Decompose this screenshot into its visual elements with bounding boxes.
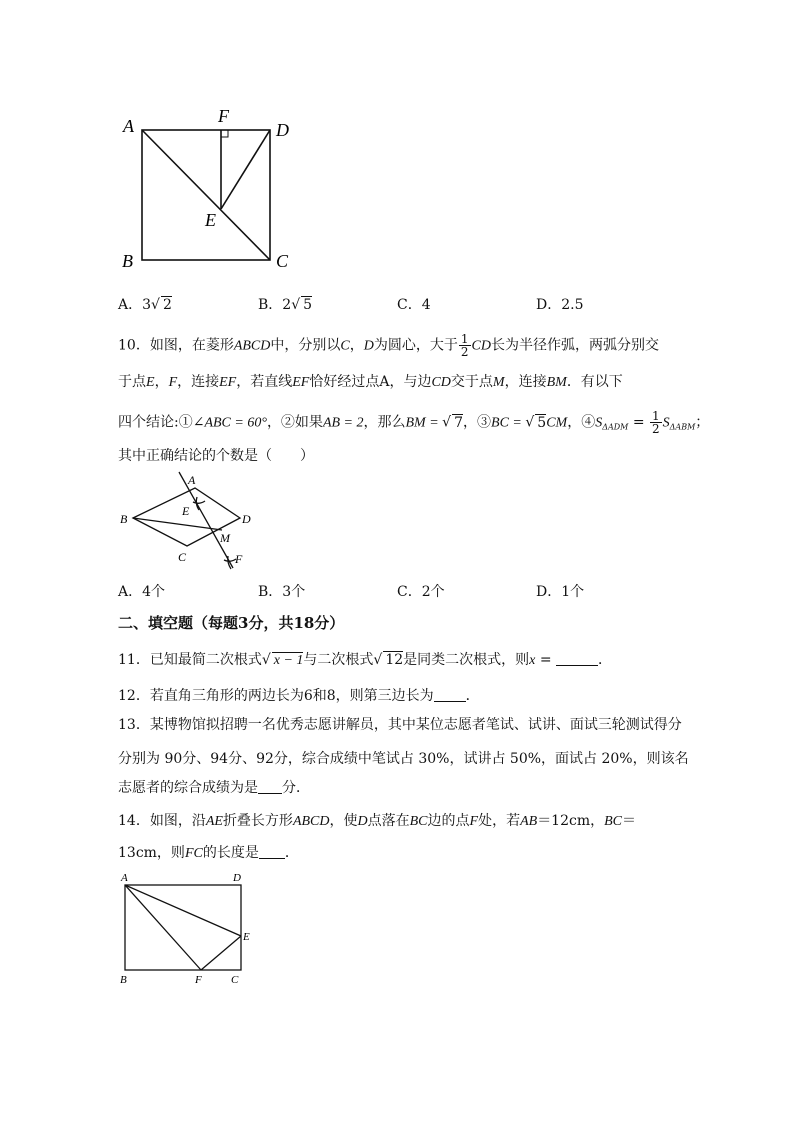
option-radicand: 2	[162, 297, 172, 313]
q10-option-b[interactable]: B．3个	[258, 584, 306, 600]
q12-text: 12．若直角三角形的两边长为6和8，则第三边长为 ．	[118, 688, 480, 704]
answer-blank[interactable]	[258, 779, 282, 794]
figure-q9-square	[110, 105, 310, 275]
label-f: F	[218, 106, 229, 126]
label-c: C	[231, 974, 239, 986]
option-coef: 2	[282, 297, 292, 313]
label-f: F	[235, 552, 243, 566]
q10-option-c[interactable]: C．2个	[397, 584, 445, 600]
q9-option-d[interactable]: D．2.5	[536, 297, 584, 313]
figure-q10-rhombus	[115, 468, 255, 578]
option-coef: 3	[142, 297, 152, 313]
label-e: E	[182, 504, 190, 518]
label-d: D	[233, 872, 241, 884]
section-heading-fill-in: 二、填空题（每题3分，共18分）	[118, 614, 345, 632]
answer-blank[interactable]	[556, 651, 598, 666]
answer-blank[interactable]	[434, 687, 466, 702]
q10-line-3: 四个结论:①∠ABC = 60°，②如果AB = 2，那么BM = √ 7，③BC = √ 5CM，$④S_{\Delta ADM}$ = $\frac{1}{2}$ $S_{\Delta ABM}$；	[118, 409, 710, 436]
label-c: C	[178, 550, 187, 564]
q14-line-2: 13cm，则FC的长度是 ．	[118, 845, 299, 861]
label-f: F	[195, 974, 202, 986]
option-radicand: 5	[303, 297, 313, 313]
fold-line-ae	[125, 885, 241, 936]
label-e: E	[243, 931, 250, 943]
label-d: D	[242, 512, 251, 526]
label-b: B	[120, 974, 127, 986]
label-b: B	[120, 512, 128, 526]
q11-text: 11．已知最简二次根式√ x − 1与二次根式√ 12是同类二次根式，则x = ．	[118, 652, 613, 668]
figure-q14-rectangle	[115, 868, 260, 993]
label-c: C	[276, 251, 289, 271]
q10-option-a[interactable]: A．4个	[118, 584, 166, 600]
q9-option-a[interactable]: A．3√ 2	[118, 297, 172, 313]
label-b: B	[122, 251, 133, 271]
q14-line-1: 14．如图，沿AE折叠长方形ABCD，使D点落在BC边的点F处，若AB＝12cm，BC＝	[118, 813, 637, 829]
q10-option-d[interactable]: D．1个	[536, 584, 585, 600]
label-e: E	[205, 210, 216, 230]
q13-line-1: 13．某博物馆拟招聘一名优秀志愿讲解员，其中某位志愿者笔试、试讲、面试三轮测试得分	[118, 717, 682, 733]
right-angle-mark	[221, 130, 228, 137]
label-m: M	[220, 531, 230, 545]
q10-line-1: 10．如图，在菱形ABCD中，分别以C，D为圆心，大于 $\frac{1}{2}$ CD长为半径作弧，两弧分别交	[118, 332, 659, 359]
fraction-half: $\frac{1}{2}$	[460, 332, 469, 359]
segment-af	[125, 885, 201, 970]
q13-line-2: 分别为 90分、94分、92分，综合成绩中笔试占 30%，试讲占 50%，面试占 20%，则该名	[118, 751, 689, 767]
q10-line-4: 其中正确结论的个数是（ ）	[118, 448, 314, 464]
q10-line-2: 于点E，F，连接EF，若直线EF恰好经过点A，与边CD交于点M，连接BM．有以下	[118, 374, 623, 390]
answer-blank[interactable]	[259, 844, 285, 859]
q9-option-c[interactable]: C．4	[397, 297, 431, 313]
label-d: D	[276, 120, 289, 140]
q9-option-b[interactable]: B．2√ 5	[258, 297, 313, 313]
q13-line-3: 志愿者的综合成绩为是 分．	[118, 780, 310, 796]
diagonal-ac	[142, 130, 270, 260]
label-a: A	[188, 473, 196, 487]
option-letter: A．	[118, 297, 143, 313]
segment-fe	[201, 936, 241, 970]
option-letter: B．	[258, 297, 283, 313]
label-a: A	[123, 116, 134, 136]
label-a: A	[121, 872, 128, 884]
rectangle-abcd	[125, 885, 241, 970]
segment-ed	[221, 130, 270, 209]
